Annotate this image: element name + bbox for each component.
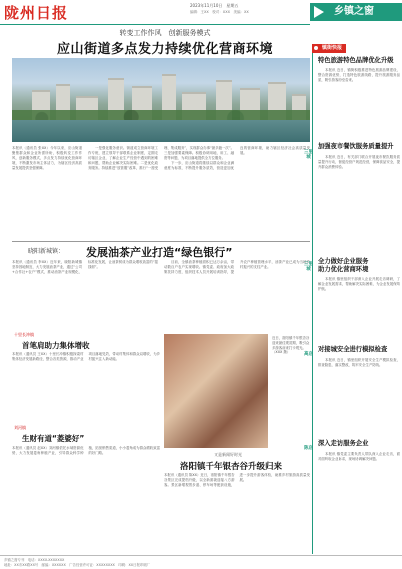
issue-date: 2023年11月10日 星期五 xyxy=(190,3,239,8)
lead-paragraph: 下一步，应山街道将继续以群众和企业满意度为标准，不断提升服务质效，营造更加优良的营商环境，助力辖区经济社会高质量发展。 xyxy=(164,146,310,171)
story-headline: 首笔肩助力集体增收 xyxy=(22,341,90,350)
sidebar-paragraph: 本报讯 近日，镇街积极推进特色旅游品牌建设，整合资源优势，打造特色旅游线路，提升旅游服务品质，吸引游客纷至沓来。 xyxy=(318,68,400,82)
feature-article-body xyxy=(12,260,310,326)
section-title: 乡镇之窗 xyxy=(310,3,402,21)
story-headline: 生财有道“菱婆好” xyxy=(22,434,85,443)
story-body xyxy=(12,352,160,412)
newspaper-logo: 陇州日报 xyxy=(4,4,69,22)
sidebar-headline: 特色旅游特色品牌优化升级 xyxy=(318,57,394,64)
sidebar-body xyxy=(318,358,400,438)
lead-photo xyxy=(12,58,310,142)
sidebar-body xyxy=(318,277,400,339)
sidebar-place-label: 三里城 xyxy=(304,262,313,272)
editor-line: 编辑：王XX 校对：XXX 美编：XX xyxy=(190,10,249,14)
sidebar-divider xyxy=(312,44,313,554)
sidebar-flag: 镇街快报 xyxy=(312,44,346,53)
story-paragraph: 本报讯（通讯员 陈XX）近日，洛阳镇千年银杏谷景区完成提档升级，以全新面貌迎接八方游客。景区新增观景步道、停车场等配套设施，进一步提升游客体验，助推乡村旅游高质量发展。 xyxy=(164,473,310,488)
top-divider xyxy=(0,24,310,25)
feature-paragraph: 本报讯（通讯员 李XX）近年来，晓阳新城镇坚持因地制宜，大力发展油茶产业，通过“公司+合作社+农户”模式，推动油茶产业规模化、标准化发展，让油茶树成为群众增收致富的“摇钱树”。 xyxy=(12,260,158,275)
sidebar-headline: 加强夜市餐饮服务质量提升 xyxy=(318,143,394,150)
sidebar-headline: 深入走访服务企业 xyxy=(318,440,369,447)
feature-tag: 晓阳新城镇： xyxy=(28,248,65,255)
story-label: 刘河镇 xyxy=(14,425,26,430)
lead-paragraph: 本报讯（通讯员 张XX）今年以来，应山街道聚焦群众和企业所需所盼，积极转变工作作风，创新服务模式，多点发力持续优化营商环境，不断激发市场主体活力，为辖区经济高质量发展提供坚强保障。 xyxy=(12,146,82,171)
feature-paragraph: 目前，全镇油茶种植面积已达万余亩，带动数百户农户实现增收。镇党委、政府加大政策扶持力度，组织技术人员开展培训指导，提升农户种植管理水平，油茶产业已成为当地乡村振兴的支柱产业。 xyxy=(164,260,310,275)
masthead xyxy=(0,0,402,26)
page-footer xyxy=(0,555,402,569)
section-divider xyxy=(12,241,310,242)
market-photo xyxy=(164,334,268,448)
footer-line: 乡镇之窗专刊 电话：XXXX-XXXXXXX xyxy=(4,558,65,562)
sidebar-place-label: 陈店 xyxy=(304,446,313,451)
lead-paragraph: 一是强化服务意识。街道成立营商环境工作专班，建立领导干部联系企业制度，定期走访辖区企业，了解企业生产经营中遇到的困难和问题，帮助企业解决实际困难。二是优化政务服务。持续推进“放管服”改革，推行“一窗受理、集成服务”，实现群众办事“最多跑一次”。三是加强要素保障。积极协调用地、用工、融资等问题，为项目落地提供全方位服务。 xyxy=(88,146,234,171)
sidebar-headline: 全力做好企业服务 助力优化营商环境 xyxy=(318,258,369,273)
story-headline: 洛阳镇千年银杏谷升级归来 xyxy=(180,462,283,472)
story-body xyxy=(164,473,310,551)
sidebar-place-label: 高店 xyxy=(304,352,313,357)
sidebar-paragraph: 本报讯 镇里组织干部深入企业开展走访调研，了解企业发展需求，帮助解决实际困难，为企业发展保驾护航。 xyxy=(318,277,400,291)
sidebar-body xyxy=(318,155,400,255)
sidebar-headline: 对接城安全进行模拟检查 xyxy=(318,346,388,353)
lead-headline: 应山街道多点发力持续优化营商环境 xyxy=(56,42,273,57)
lead-kicker: 转变工作作风 创新服务模式 xyxy=(119,29,211,37)
story-label: 十里长冲镇 xyxy=(14,332,34,337)
sidebar-header xyxy=(312,44,402,53)
sidebar-paragraph: 本报讯 近日，有关部门联合开展夜市餐饮服务质量提升行动，督促经营户规范经营，保障食品安全，提升群众消费体验。 xyxy=(318,155,400,169)
photo-caption: 近日，洛阳镇千年银杏谷迎来最佳观赏期，吸引众多游客前来打卡观光。（XXX 摄） xyxy=(272,336,310,355)
sidebar-paragraph: 本报讯 近日，镇里组织开展安全生产模拟检查，排查隐患，落实整改，筑牢安全生产防线。 xyxy=(318,358,400,367)
story-label: 又是新闻好时光 xyxy=(214,452,242,457)
lead-article-body xyxy=(12,146,310,238)
sidebar-body xyxy=(318,68,400,134)
footer-line: 地址：XX市XX路XX号 邮编：XXXXXX 广告经营许可证：XXXXXXXX 印刷：XX日报印刷厂 xyxy=(4,562,151,567)
story-paragraph: 本报讯（通讯员 王XX）十里长冲镇积极探索村集体经济发展新路径，整合各类资源，推动产业项目落地见效，带动村集体和群众双增收，为乡村振兴注入新动能。 xyxy=(12,352,160,362)
sidebar-place-label: 三里城 xyxy=(304,150,313,160)
story-paragraph: 本报讯（通讯员 赵XX）刘河镇依托水域资源优势，大力发展菱角种植产业，引导群众科学种植，拓宽销售渠道，小小菱角成为群众增收致富的好门路。 xyxy=(12,446,160,456)
sidebar-body xyxy=(318,452,400,548)
feature-headline: 发展油茶产业打造“绿色银行” xyxy=(86,246,233,259)
story-body xyxy=(12,446,160,546)
sidebar-paragraph: 本报讯 镇党委主要负责人带队深入企业走访，面对面听取企业诉求，现场协调解决问题。 xyxy=(318,452,400,461)
